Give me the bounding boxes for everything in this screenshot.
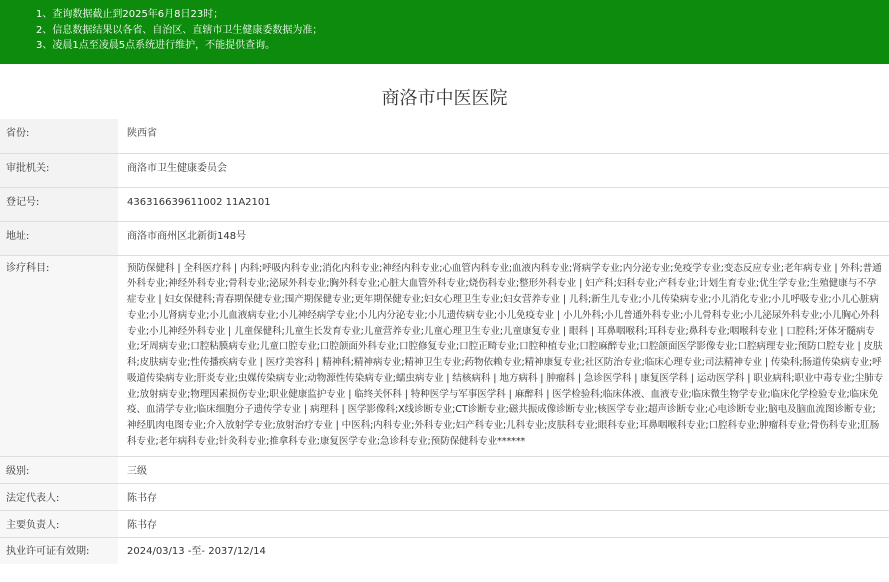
label-principal: 主要负责人: (0, 510, 118, 537)
label-province: 省份: (0, 119, 118, 153)
label-approval-authority: 审批机关: (0, 153, 118, 187)
notice-line-2: 2、信息数据结果以各省、自治区、直辖市卫生健康委数据为准； (36, 24, 323, 36)
row-registration-number (0, 187, 889, 221)
row-approval-authority (0, 153, 889, 187)
value-departments: 预防保健科 | 全科医疗科 | 内科;呼吸内科专业;消化内科专业;神经内科专业;心血管内科专业;血液内科专业;肾病学专业;内分泌专业;免疫学专业;变态反应专业;老年病专业 | 外科;普通外科专业;神经外科专业;骨科专业;泌尿外科专业;胸外科专业;心脏大血管外科专业;烧伤科专业;整形外科专业 | 妇产科;妇科专业;产科专业;计划生育专业;优生学专业;生殖健康与不孕症专业 | 妇女保健科;青春期保健专业;围产期保健专业;更年期保健专业;妇女心理卫生专业;妇女营养专业 | 儿科;新生儿专业;小儿传染病专业;小儿消化专业;小儿呼吸专业;小儿心脏病专业;小儿肾病专业;小儿血液病专业;小儿神经病学专业;小儿内分泌专业;小儿遗传病专业;小儿免疫专业 | 小儿外科;小儿普通外科专业;小儿骨科专业;小儿泌尿外科专业;小儿胸心外科专业;小儿神经外科专业 | 儿童保健科;儿童生长发育专业;儿童营养专业;儿童心理卫生专业;儿童康复专业 | 眼科 | 耳鼻咽喉科;耳科专业;鼻科专业;咽喉科专业 | 口腔科;牙体牙髓病专业;牙周病专业;口腔粘膜病专业;儿童口腔专业;口腔颌面外科专业;口腔修复专业;口腔正畸专业;口腔种植专业;口腔麻醉专业;口腔颌面医学影像专业;口腔病理专业;预防口腔专业 | 皮肤科;皮肤病专业;性传播疾病专业 | 医疗美容科 | 精神科;精神病专业;精神卫生专业;药物依赖专业;精神康复专业;社区防治专业;临床心理专业;司法精神专业 | 传染科;肠道传染病专业;呼吸道传染病专业;肝炎专业;虫媒传染病专业;动物源性传染病专业;蠕虫病专业 | 结核病科 | 地方病科 | 肿瘤科 | 急诊医学科 | 康复医学科 | 运动医学科 | 职业病科;职业中毒专业;尘肺专业;放射病专业;物理因素损伤专业;职业健康监护专业 | 临终关怀科 | 特种医学与军事医学科 | 麻醉科 | 医学检验科;临床体液、血液专业;临床微生物学专业;临床化学检验专业;临床免疫、血清学专业;临床细胞分子遗传学专业 | 病理科 | 医学影像科;X线诊断专业;CT诊断专业;磁共振成像诊断专业;核医学专业;超声诊断专业;心电诊断专业;脑电及脑血流图诊断专业;神经肌肉电图专业;介入放射学专业;放射治疗专业 | 中医科;内科专业;外科专业;妇产科专业;儿科专业;皮肤科专业;眼科专业;耳鼻咽喉科专业;口腔科专业;肿瘤科专业;骨伤科专业;肛肠科专业;老年病科专业;针灸科专业;推拿科专业;康复医学专业;急诊科专业;预防保健科专业****** (118, 255, 889, 456)
label-legal-representative: 法定代表人: (0, 483, 118, 510)
row-province (0, 119, 889, 153)
row-departments (0, 255, 889, 456)
value-principal: 陈书存 (118, 510, 889, 537)
value-legal-representative: 陈书存 (118, 483, 889, 510)
label-registration-number: 登记号: (0, 187, 118, 221)
row-address (0, 221, 889, 255)
value-level: 三级 (118, 456, 889, 483)
info-table (0, 119, 889, 564)
label-license-validity: 执业许可证有效期: (0, 537, 118, 564)
label-address: 地址: (0, 221, 118, 255)
label-level: 级别: (0, 456, 118, 483)
row-level (0, 456, 889, 483)
label-departments: 诊疗科目: (0, 255, 118, 456)
notice-line-3: 3、凌晨1点至凌晨5点系统进行维护，不能提供查询。 (36, 40, 276, 51)
value-province: 陕西省 (118, 119, 889, 153)
value-approval-authority: 商洛市卫生健康委员会 (118, 153, 889, 187)
notice-line-1: 1、查询数据截止到2025年6月8日23时； (36, 9, 224, 20)
page-title: 商洛市中医医院 (381, 88, 508, 109)
row-legal-representative (0, 483, 889, 510)
row-principal (0, 510, 889, 537)
notice-banner (0, 0, 889, 64)
value-license-validity: 2024/03/13 -至- 2037/12/14 (118, 537, 889, 564)
value-registration-number: 436316639611002 11A2101 (118, 187, 889, 221)
row-license-validity (0, 537, 889, 564)
value-address: 商洛市商州区北新街148号 (118, 221, 889, 255)
